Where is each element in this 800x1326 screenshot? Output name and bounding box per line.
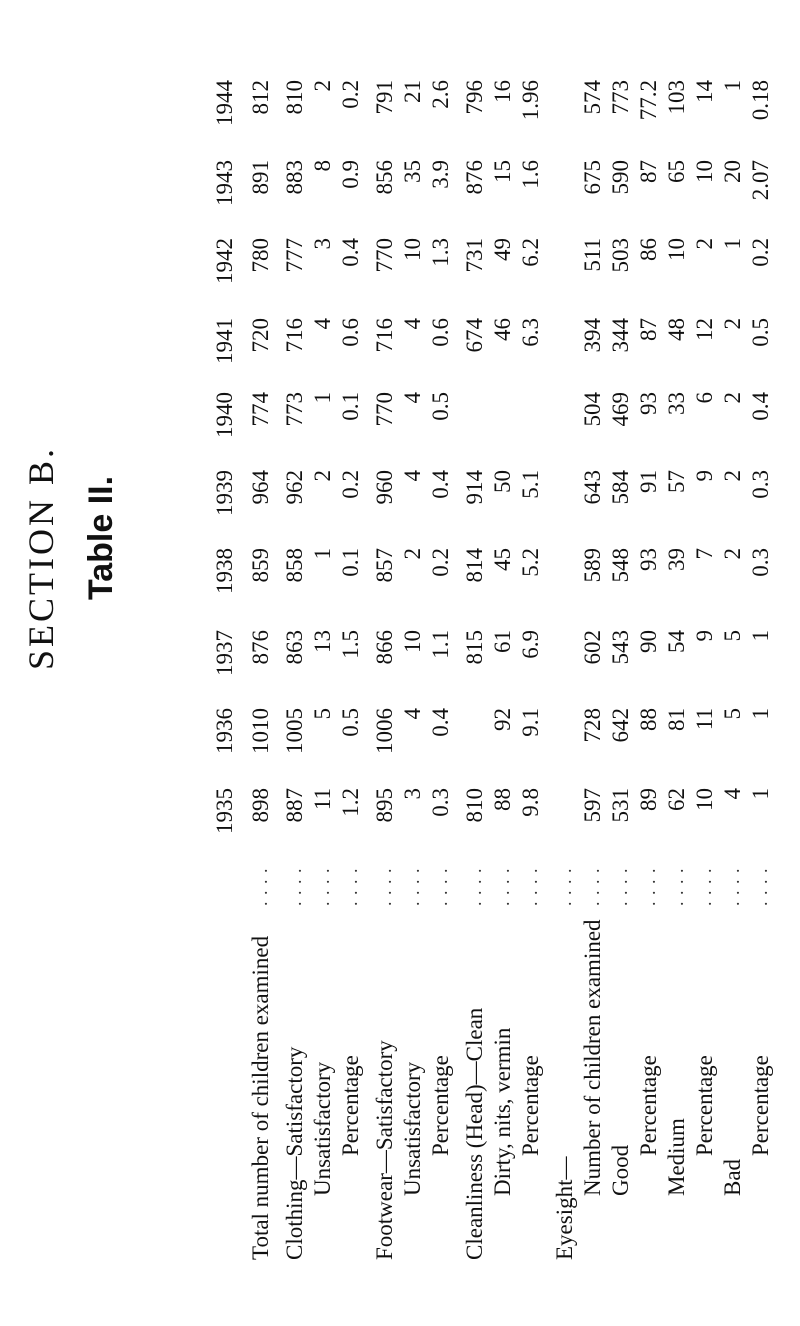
table-cell: 2.6 (428, 80, 453, 109)
table-cell: 9.1 (518, 708, 543, 737)
table-cell: 590 (608, 160, 633, 195)
table-cell: 1.3 (428, 238, 453, 267)
table-cell: 857 (372, 548, 397, 583)
table-cell: 1 (720, 238, 745, 250)
table-cell: 728 (580, 708, 605, 743)
table-cell: 589 (580, 548, 605, 583)
table-cell: 0.5 (338, 708, 363, 737)
table-cell: 1006 (372, 708, 397, 754)
table-cell: 962 (282, 470, 307, 505)
table-cell: 20 (720, 160, 745, 183)
row-label: Percentage (748, 1055, 773, 1156)
table-cell: 10 (664, 238, 689, 261)
table-cell: 10 (400, 630, 425, 653)
table-cell: 859 (248, 548, 273, 583)
row-label: Footwear—Satisfactory (372, 1040, 397, 1260)
row-label: Percentage (518, 1055, 543, 1156)
table-cell: 2 (400, 548, 425, 560)
table-cell: 45 (490, 548, 515, 571)
year-header: 1936 (212, 708, 237, 754)
leader-dots: . . . . (555, 867, 575, 906)
table-cell: 2 (692, 238, 717, 250)
table-cell: 856 (372, 160, 397, 195)
table-cell: 960 (372, 470, 397, 505)
year-header: 1937 (212, 630, 237, 676)
table-cell: 3 (310, 238, 335, 250)
table-cell: 511 (580, 238, 605, 272)
row-label: Unsatisfactory (400, 1061, 425, 1196)
table-cell: 0.6 (338, 318, 363, 347)
leader-dots: . . . . (493, 867, 513, 906)
year-header: 1939 (212, 470, 237, 516)
table-cell: 5.2 (518, 548, 543, 577)
leader-dots: . . . . (285, 867, 305, 906)
table-cell: 0.4 (428, 470, 453, 499)
table-cell: 92 (490, 708, 515, 731)
table-cell: 548 (608, 548, 633, 583)
table-cell: 48 (664, 318, 689, 341)
table-cell: 93 (636, 392, 661, 415)
table-cell: 5.1 (518, 470, 543, 499)
table-cell: 81 (664, 708, 689, 731)
table-cell: 863 (282, 630, 307, 665)
row-label: Number of children examined (580, 919, 605, 1196)
table-cell: 891 (248, 160, 273, 195)
table-cell: 675 (580, 160, 605, 195)
table-cell: 895 (372, 788, 397, 823)
table-cell: 602 (580, 630, 605, 665)
table-cell: 0.3 (428, 788, 453, 817)
row-label: Eyesight— (552, 1156, 577, 1260)
table-cell: 731 (462, 238, 487, 273)
table-cell: 504 (580, 392, 605, 427)
table-cell: 2 (310, 470, 335, 482)
table-cell: 1005 (282, 708, 307, 754)
table-cell: 13 (310, 630, 335, 653)
table-cell: 35 (400, 160, 425, 183)
row-label: Good (608, 1144, 633, 1196)
table-cell: 0.2 (338, 80, 363, 109)
table-cell: 796 (462, 80, 487, 115)
table-cell: 5 (720, 708, 745, 720)
row-label: Percentage (692, 1055, 717, 1156)
table-cell: 1.5 (338, 630, 363, 659)
section-heading: SECTION B. (21, 445, 61, 670)
table-cell: 0.9 (338, 160, 363, 189)
table-cell: 57 (664, 470, 689, 493)
table-cell: 584 (608, 470, 633, 505)
table-cell: 0.4 (428, 708, 453, 737)
table-cell: 49 (490, 238, 515, 261)
table-cell: 1 (310, 392, 335, 404)
year-header: 1938 (212, 548, 237, 594)
table-cell: 10 (400, 238, 425, 261)
table-cell: 469 (608, 392, 633, 427)
table-cell: 964 (248, 470, 273, 505)
row-label: Percentage (338, 1055, 363, 1156)
leader-dots: . . . . (313, 867, 333, 906)
table-cell: 77.2 (636, 80, 661, 121)
table-cell: 815 (462, 630, 487, 665)
leader-dots: . . . . (521, 867, 541, 906)
table-cell: 4 (720, 788, 745, 800)
table-cell: 0.1 (338, 548, 363, 577)
row-label: Total number of children examined (248, 935, 273, 1260)
table-cell: 6 (692, 392, 717, 404)
table-cell: 7 (692, 548, 717, 560)
table-cell: 858 (282, 548, 307, 583)
table-cell: 9 (692, 630, 717, 642)
table-cell: 6.9 (518, 630, 543, 659)
table-cell: 0.2 (748, 238, 773, 267)
table-cell: 54 (664, 630, 689, 653)
table-cell: 88 (490, 788, 515, 811)
table-cell: 883 (282, 160, 307, 195)
table-cell: 812 (248, 80, 273, 115)
table-cell: 774 (248, 392, 273, 427)
table-cell: 8 (310, 160, 335, 172)
table-cell: 86 (636, 238, 661, 261)
table-cell: 0.3 (748, 548, 773, 577)
row-label: Percentage (428, 1055, 453, 1156)
table-cell: 62 (664, 788, 689, 811)
leader-dots: . . . . (375, 867, 395, 906)
table-cell: 574 (580, 80, 605, 115)
table-cell: 1.1 (428, 630, 453, 659)
leader-dots: . . . . (465, 867, 485, 906)
leader-dots: . . . . (639, 867, 659, 906)
table-cell: 33 (664, 392, 689, 415)
table-cell: 88 (636, 708, 661, 731)
leader-dots: . . . . (251, 867, 271, 906)
table-cell: 5 (720, 630, 745, 642)
table-cell: 9.8 (518, 788, 543, 817)
table-cell: 531 (608, 788, 633, 823)
table-cell: 6.3 (518, 318, 543, 347)
table-cell: 866 (372, 630, 397, 665)
row-label: Clothing—Satisfactory (282, 1046, 307, 1260)
table-cell: 1.2 (338, 788, 363, 817)
table-cell: 0.4 (748, 392, 773, 421)
table-cell: 1 (310, 548, 335, 560)
table-cell: 1 (720, 80, 745, 92)
row-label: Dirty, nits, vermin (490, 1027, 515, 1196)
leader-dots: . . . . (611, 867, 631, 906)
table-cell: 0.1 (338, 392, 363, 421)
table-cell: 597 (580, 788, 605, 823)
table-cell: 0.4 (338, 238, 363, 267)
table-cell: 87 (636, 318, 661, 341)
leader-dots: . . . . (695, 867, 715, 906)
row-label: Cleanliness (Head)—Clean (462, 1007, 487, 1260)
year-header: 1943 (212, 160, 237, 206)
table-cell: 10 (692, 160, 717, 183)
table-cell: 642 (608, 708, 633, 743)
table-cell: 876 (248, 630, 273, 665)
table-cell: 0.5 (428, 392, 453, 421)
row-label: Percentage (636, 1055, 661, 1156)
table-cell: 2 (720, 392, 745, 404)
table-cell: 777 (282, 238, 307, 273)
table-cell: 21 (400, 80, 425, 103)
table-cell: 810 (462, 788, 487, 823)
table-cell: 46 (490, 318, 515, 341)
table-cell: 814 (462, 548, 487, 583)
table-cell: 10 (692, 788, 717, 811)
table-cell: 6.2 (518, 238, 543, 267)
table-cell: 503 (608, 238, 633, 273)
table-cell: 1 (748, 708, 773, 720)
table-cell: 0.6 (428, 318, 453, 347)
table-cell: 15 (490, 160, 515, 183)
table-cell: 914 (462, 470, 487, 505)
table-cell: 543 (608, 630, 633, 665)
table-cell: 3 (400, 788, 425, 800)
table-cell: 1010 (248, 708, 273, 754)
row-label: Unsatisfactory (310, 1061, 335, 1196)
table-cell: 4 (400, 708, 425, 720)
table-cell: 2 (720, 548, 745, 560)
table-cell: 2.07 (748, 160, 773, 201)
table-cell: 1 (748, 788, 773, 800)
table-cell: 394 (580, 318, 605, 353)
row-label: Bad (720, 1158, 745, 1196)
table-cell: 643 (580, 470, 605, 505)
table-cell: 770 (372, 392, 397, 427)
table-cell: 39 (664, 548, 689, 571)
table-cell: 91 (636, 470, 661, 493)
table-cell: 810 (282, 80, 307, 115)
table-cell: 720 (248, 318, 273, 353)
table-cell: 4 (310, 318, 335, 330)
table-cell: 11 (310, 788, 335, 811)
table-cell: 1 (748, 630, 773, 642)
table-cell: 0.2 (428, 548, 453, 577)
table-cell: 716 (372, 318, 397, 353)
leader-dots: . . . . (723, 867, 743, 906)
table-cell: 3.9 (428, 160, 453, 189)
leader-dots: . . . . (751, 867, 771, 906)
leader-dots: . . . . (403, 867, 423, 906)
table-cell: 773 (282, 392, 307, 427)
table-title: Table II. (82, 475, 120, 600)
table-cell: 0.18 (748, 80, 773, 121)
table-cell: 0.2 (338, 470, 363, 499)
leader-dots: . . . . (431, 867, 451, 906)
table-cell: 780 (248, 238, 273, 273)
table-cell: 791 (372, 80, 397, 115)
table-cell: 16 (490, 80, 515, 103)
table-cell: 5 (310, 708, 335, 720)
table-cell: 716 (282, 318, 307, 353)
table-cell: 14 (692, 80, 717, 103)
table-cell: 770 (372, 238, 397, 273)
table-cell: 9 (692, 470, 717, 482)
table-cell: 87 (636, 160, 661, 183)
table-cell: 11 (692, 708, 717, 731)
table-cell: 887 (282, 788, 307, 823)
leader-dots: . . . . (341, 867, 361, 906)
table-cell: 2 (720, 318, 745, 330)
table-cell: 898 (248, 788, 273, 823)
table-cell: 1.96 (518, 80, 543, 121)
table-cell: 1.6 (518, 160, 543, 189)
table-cell: 12 (692, 318, 717, 341)
table-cell: 4 (400, 470, 425, 482)
leader-dots: . . . . (667, 867, 687, 906)
table-cell: 50 (490, 470, 515, 493)
table-cell: 89 (636, 788, 661, 811)
table-cell: 4 (400, 392, 425, 404)
year-header: 1940 (212, 392, 237, 438)
table-cell: 344 (608, 318, 633, 353)
table-cell: 103 (664, 80, 689, 115)
year-header: 1941 (212, 318, 237, 364)
table-cell: 4 (400, 318, 425, 330)
year-header: 1935 (212, 788, 237, 834)
table-cell: 0.3 (748, 470, 773, 499)
table-cell: 61 (490, 630, 515, 653)
table-cell: 773 (608, 80, 633, 115)
year-header: 1944 (212, 80, 237, 126)
table-cell: 2 (720, 470, 745, 482)
leader-dots: . . . . (583, 867, 603, 906)
table-cell: 90 (636, 630, 661, 653)
table-cell: 65 (664, 160, 689, 183)
table-cell: 2 (310, 80, 335, 92)
table-cell: 674 (462, 318, 487, 353)
row-label: Medium (664, 1118, 689, 1196)
table-cell: 876 (462, 160, 487, 195)
table-cell: 0.5 (748, 318, 773, 347)
year-header: 1942 (212, 238, 237, 284)
table-cell: 93 (636, 548, 661, 571)
